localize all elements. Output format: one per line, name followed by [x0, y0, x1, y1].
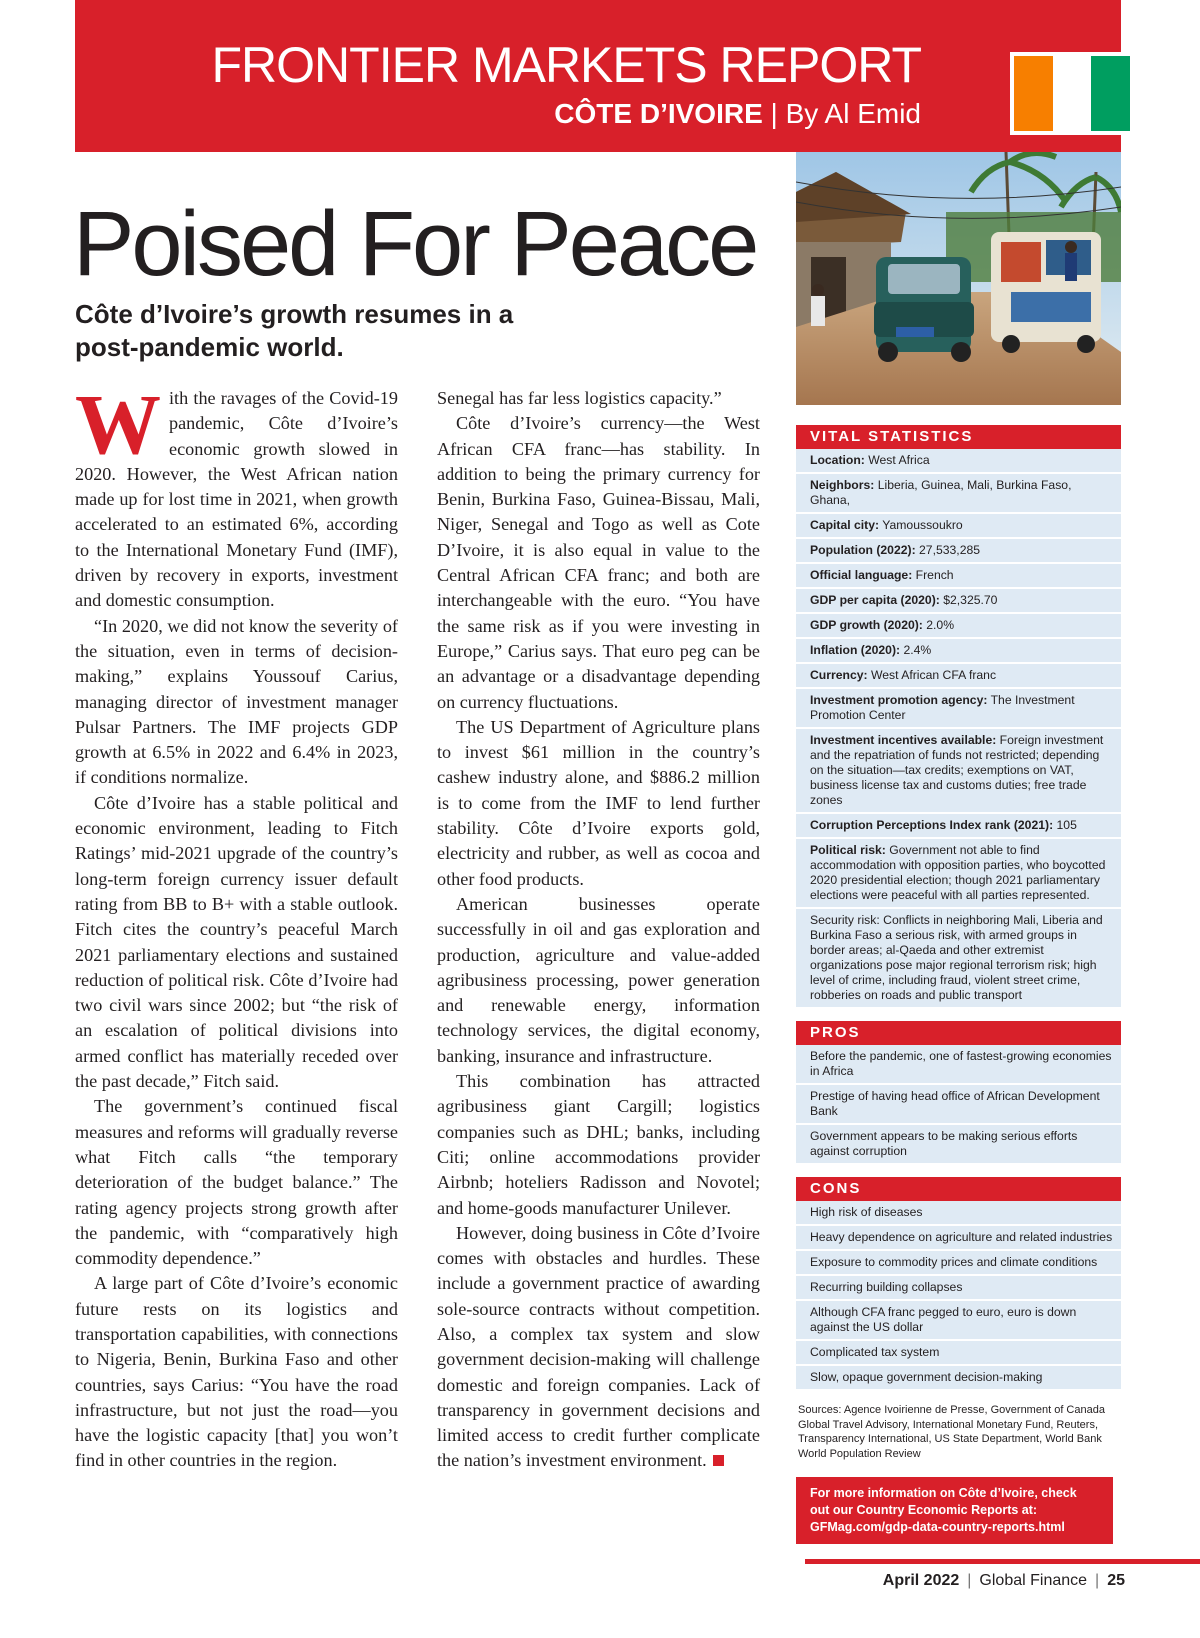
stat-row: [796, 474, 1121, 514]
stat-label: Investment incentives available:: [810, 733, 997, 747]
cote-divoire-flag-icon: [1010, 52, 1134, 135]
author-name: By Al Emid: [785, 98, 921, 129]
stat-row: [796, 539, 1121, 564]
stat-value: 105: [1056, 818, 1077, 832]
stat-label: Capital city:: [810, 518, 880, 532]
cons-item: High risk of diseases: [796, 1201, 1121, 1226]
article-paragraph: Côte d’Ivoire’s currency—the West African CFA franc—has stability. In addition to being the primary currency for Benin, Burkina Faso, Guinea-Bissau, Mali, Niger, Senegal and Togo as well as Cote D’Ivoire, it is also equal in value to the Central African CFA franc; and both are interchangeable with the euro. “You have the same risk as if you were investing in Europe,” Carius says. That euro peg can be an advantage or a disadvantage depending on currency fluctuations.: [437, 413, 760, 712]
cons-title: CONS: [796, 1177, 1121, 1201]
cons-item: Heavy dependence on agriculture and related industries: [796, 1226, 1121, 1251]
stat-value: French: [915, 568, 954, 582]
stat-label: Official language:: [810, 568, 913, 582]
header-banner: [75, 0, 1121, 152]
stat-label: Corruption Perceptions Index rank (2021):: [810, 818, 1054, 832]
article-paragraph: The government’s continued fiscal measures and reforms will gradually reverse what Fitch calls “the temporary deterioration of the budget balance.” The rating agency projects strong growth after the pandemic, with “comparatively high commodity dependence.”: [75, 1096, 398, 1269]
byline: [554, 100, 921, 128]
stat-value: West African CFA franc: [870, 668, 997, 682]
stat-value: Government not able to find accommodation with opposition parties, who boycotted 2020 presidential election; though 2021 parliamentary elections were peaceful with all parties represented.: [810, 843, 1106, 902]
page-footer: [883, 1572, 1125, 1590]
stat-label: Neighbors:: [810, 478, 875, 492]
article-paragraph: This combination has attracted agribusiness giant Cargill; logistics companies such as DHL; banks, including Citi; online accommodations provider Airbnb; hoteliers Radisson and Novotel; and home-goods manufacturer Unilever.: [437, 1071, 760, 1218]
stat-row: [796, 839, 1121, 909]
stat-value: 2.0%: [926, 618, 955, 632]
stat-label: Currency:: [810, 668, 868, 682]
vital-statistics-title: VITAL STATISTICS: [796, 425, 1121, 449]
page-number: 25: [1107, 1572, 1125, 1589]
stat-row: [796, 514, 1121, 539]
stat-row: [796, 664, 1121, 689]
stat-value: West Africa: [868, 453, 930, 467]
article-paragraph: “In 2020, we did not know the severity of the situation, even in terms of decision-making,” explains Youssouf Carius, managing director of investment manager Pulsar Partners. The IMF projects GDP growth at 6.5% in 2022 and 6.4% in 2023, if conditions normalize.: [75, 615, 398, 788]
stat-value: Security risk: Conflicts in neighboring Mali, Liberia and Burkina Faso a serious risk, with armed groups in border areas; al-Qaeda and other extremist organizations pose major regional terrorism risk; high level of crime, including fraud, violent street crime, robberies on roads and public transport: [810, 913, 1103, 1002]
stat-value: 2.4%: [903, 643, 932, 657]
pros-title: PROS: [796, 1021, 1121, 1045]
article-paragraph: The US Department of Agriculture plans to invest $61 million in the country’s cashew industry alone, and $886.2 million is to come from the IMF to lend further stability. Côte d’Ivoire exports gold, electricity and rubber, as well as cocoa and other food products.: [437, 716, 760, 889]
flag-stripe-orange: [1014, 56, 1053, 131]
article-paragraph: American businesses operate successfully in oil and gas exploration and production, agriculture and value-added agribusiness processing, power generation and renewable energy, information technology services, the digital economy, banking, insurance and infrastructure.: [437, 893, 760, 1066]
flag-stripe-green: [1091, 56, 1130, 131]
stat-label: GDP per capita (2020):: [810, 593, 940, 607]
section-title: FRONTIER MARKETS REPORT: [211, 37, 921, 93]
stat-row: [796, 729, 1121, 814]
more-info-callout: For more information on Côte d’Ivoire, check out our Country Economic Reports at: GFMag.com/gdp-data-country-reports.html: [796, 1477, 1113, 1544]
footer-separator: |: [1095, 1572, 1100, 1589]
stat-value: $2,325.70: [943, 593, 998, 607]
article-paragraph: A large part of Côte d’Ivoire’s economic future rests on its logistics and transportation capabilities, with connections to Nigeria, Benin, Burkina Faso and other countries, says Carius: “You have the road infrastructure, but not just the road—you have the logistic capacity [that] you won’t find in other countries in the region.: [75, 1273, 398, 1471]
stat-label: Population (2022):: [810, 543, 916, 557]
pros-box: [796, 1021, 1121, 1165]
pros-item: Prestige of having head office of African Development Bank: [796, 1085, 1121, 1125]
stat-value: Liberia, Guinea, Mali, Burkina Faso, Ghana,: [810, 478, 1072, 507]
stat-row: [796, 449, 1121, 474]
stat-row: [796, 909, 1121, 1009]
country-name: CÔTE D’IVOIRE: [554, 98, 763, 129]
article-paragraph: However, doing business in Côte d’Ivoire comes with obstacles and hurdles. These include a government practice of awarding sole-source contracts without competition. Also, a complex tax system and slow government decision-making will challenge domestic and foreign companies. Lack of transparency in government decisions and limited access to credit further complicate the nation’s investment environment.: [437, 1222, 760, 1471]
publication-name: Global Finance: [979, 1572, 1088, 1589]
street-photo-icon: [796, 152, 1121, 405]
stat-label: Investment promotion agency:: [810, 693, 988, 707]
drop-cap: W: [75, 376, 161, 472]
stat-label: Inflation (2020):: [810, 643, 901, 657]
stat-value: 27,533,285: [919, 543, 981, 557]
stat-row: [796, 614, 1121, 639]
article-paragraph: Senegal has far less logistics capacity.”: [437, 388, 722, 408]
byline-separator: |: [762, 98, 786, 129]
article-column-2: [437, 386, 760, 1474]
stat-row: [796, 689, 1121, 729]
cons-item: Recurring building collapses: [796, 1276, 1121, 1301]
article-paragraph: Côte d’Ivoire has a stable political and economic environment, leading to Fitch Ratings’ mid-2021 upgrade of the country’s long-term foreign currency issuer default rating from BB to B+ with a stable outlook. Fitch cites the country’s peaceful March 2021 parliamentary elections and sustained reduction of political risk. Côte d’Ivoire had two civil wars since 2002; but “the risk of an escalation of political divisions into armed conflict has materially receded over the past decade,” Fitch said.: [75, 792, 398, 1092]
end-mark-icon: [713, 1455, 724, 1466]
stat-value: Foreign investment and the repatriation of funds not restricted; depending on the situation—tax credits; exemptions on VAT, business license tax and customs duties; free trade zones: [810, 733, 1104, 807]
cons-item: Exposure to commodity prices and climate conditions: [796, 1251, 1121, 1276]
footer-separator: |: [967, 1572, 972, 1589]
cons-item: Complicated tax system: [796, 1341, 1121, 1366]
article-paragraph: With the ravages of the Covid-19 pandemic, Côte d’Ivoire’s economic growth slowed in 2020. However, the West African nation made up for lost time in 2021, when growth accelerated to an estimated 6%, according to the International Monetary Fund (IMF), driven by recovery in exports, investment and domestic consumption.: [75, 376, 398, 611]
pros-item: Government appears to be making serious efforts against corruption: [796, 1125, 1121, 1165]
sidebar: [796, 425, 1121, 1544]
sources-note: Sources: Agence Ivoirienne de Presse, Government of Canada Global Travel Advisory, International Monetary Fund, Reuters, Transparency International, US State Department, World Bank World Population Review: [798, 1404, 1105, 1460]
stat-value: The Investment Promotion Center: [810, 693, 1075, 722]
stat-row: [796, 814, 1121, 839]
stat-row: [796, 639, 1121, 664]
vital-statistics-list: [796, 449, 1121, 1009]
cons-box: [796, 1177, 1121, 1391]
pros-list: [796, 1045, 1121, 1165]
stat-label: Location:: [810, 453, 865, 467]
footer-rule: [805, 1559, 1200, 1564]
pros-item: Before the pandemic, one of fastest-growing economies in Africa: [796, 1045, 1121, 1085]
article-column-1: [75, 376, 398, 1474]
stat-value: Yamoussoukro: [882, 518, 963, 532]
stat-label: Political risk:: [810, 843, 886, 857]
cons-list: [796, 1201, 1121, 1391]
article-headline: Poised For Peace: [73, 193, 757, 295]
flag-stripe-white: [1053, 56, 1092, 131]
cons-item: Although CFA franc pegged to euro, euro is down against the US dollar: [796, 1301, 1121, 1341]
stat-label: GDP growth (2020):: [810, 618, 923, 632]
vital-statistics-box: [796, 425, 1121, 1009]
article-deck: Côte d’Ivoire’s growth resumes in a post-pandemic world.: [75, 299, 514, 362]
stat-row: [796, 564, 1121, 589]
stat-row: [796, 589, 1121, 614]
issue-date: April 2022: [882, 1572, 960, 1589]
cons-item: Slow, opaque government decision-making: [796, 1366, 1121, 1391]
